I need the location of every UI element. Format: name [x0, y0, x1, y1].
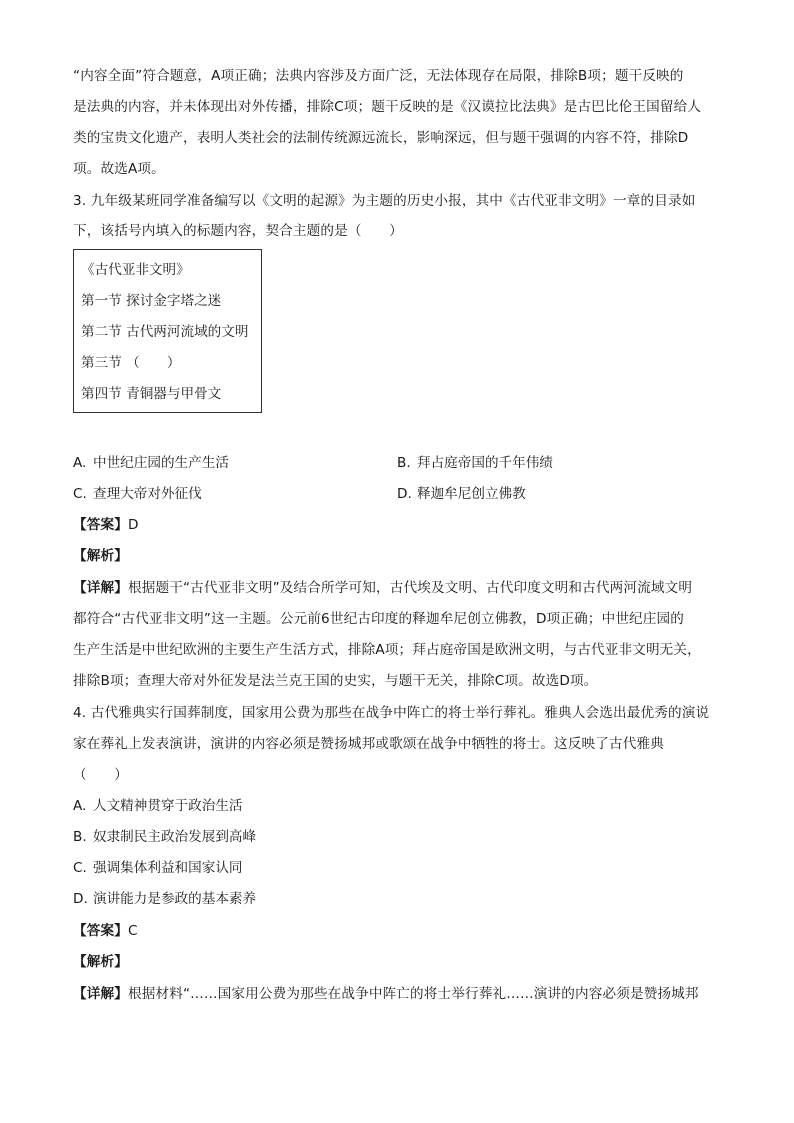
analysis-tag: 【解析】	[73, 548, 128, 564]
q4-answer	[73, 921, 138, 941]
toc-section-1: 第一节 探讨金字塔之迷	[81, 293, 222, 309]
q3-stem-line-2: 下，该括号内填入的标题内容，契合主题的是（ ）	[73, 223, 403, 239]
q3-analysis-tag	[73, 546, 128, 566]
intro-line-2: 是法典的内容，并未体现出对外传播，排除C项；题干反映的是《汉谟拉比法典》是古巴比伦王国留给人	[73, 99, 702, 115]
option-text: 奴隶制民主政治发展到高峰	[93, 829, 257, 845]
option-letter: C.	[73, 486, 87, 502]
answer-value: C	[127, 923, 138, 939]
option-text: 演讲能力是参政的基本素养	[93, 891, 257, 907]
toc-section-2: 第二节 古代两河流域的文明	[81, 324, 249, 340]
q3-toc-box	[73, 249, 262, 413]
q4-detail-line-1	[73, 984, 699, 1004]
q3-detail-line-2: 都符合“古代亚非文明”这一主题。公元前6世纪古印度的释迦牟尼创立佛教，D项正确；中世纪庄园的	[73, 611, 685, 627]
q3-option-d	[397, 484, 526, 504]
q4-option-c	[73, 858, 243, 878]
option-text: 人文精神贯穿于政治生活	[93, 798, 243, 814]
q4-stem-line-1: 4. 古代雅典实行国葬制度，国家用公费为那些在战争中阵亡的将士举行葬礼。雅典人会选出最优秀的演说	[73, 705, 710, 721]
option-letter: C.	[73, 860, 87, 876]
q3-option-a	[73, 453, 229, 473]
intro-line-4: 项。故选A项。	[73, 161, 165, 177]
intro-line-3: 类的宝贵文化遗产，表明人类社会的法制传统源远流长，影响深远，但与题干强调的内容不符，排除D	[73, 130, 689, 146]
option-text: 强调集体利益和国家认同	[93, 860, 243, 876]
q3-detail-line-4: 排除B项；查理大帝对外征发是法兰克王国的史实，与题干无关，排除C项。故选D项。	[73, 673, 598, 689]
detail-text: 根据材料“……国家用公费为那些在战争中阵亡的将士举行葬礼……演讲的内容必须是赞扬城邦	[127, 986, 699, 1002]
option-text: 拜占庭帝国的千年伟绩	[417, 455, 553, 471]
q3-option-b	[397, 453, 553, 473]
q3-option-c	[73, 484, 202, 504]
q4-option-a	[73, 796, 243, 816]
q4-option-b	[73, 827, 256, 847]
q3-detail-line-3: 生产生活是中世纪欧洲的主要生产生活方式，排除A项；拜占庭帝国是欧洲文明，与古代亚非文明无关，	[73, 642, 701, 658]
option-letter: D.	[73, 891, 88, 907]
q4-option-d	[73, 889, 256, 909]
answer-tag: 【答案】	[73, 923, 128, 939]
option-letter: A.	[73, 455, 87, 471]
q3-answer	[73, 515, 139, 535]
q4-analysis-tag	[73, 952, 128, 972]
option-letter: B.	[397, 455, 411, 471]
option-text: 中世纪庄园的生产生活	[93, 455, 229, 471]
detail-tag: 【详解】	[73, 580, 128, 596]
analysis-tag: 【解析】	[73, 954, 128, 970]
option-letter: B.	[73, 829, 87, 845]
detail-text: 根据题干“古代亚非文明”及结合所学可知，古代埃及文明、古代印度文明和古代两河流域文明	[127, 580, 693, 596]
option-text: 释迦牟尼创立佛教	[417, 486, 526, 502]
intro-line-1: “内容全面”符合题意，A项正确；法典内容涉及方面广泛，无法体现存在局限，排除B项；题干反映的	[73, 68, 684, 84]
answer-tag: 【答案】	[73, 517, 128, 533]
option-letter: A.	[73, 798, 87, 814]
option-text: 查理大帝对外征伐	[93, 486, 202, 502]
answer-value: D	[127, 517, 139, 533]
q4-stem-line-3: （ ）	[73, 767, 128, 783]
toc-section-4: 第四节 青铜器与甲骨文	[81, 386, 222, 402]
q4-stem-line-2: 家在葬礼上发表演讲，演讲的内容必须是赞扬城邦或歌颂在战争中牺牲的将士。这反映了古代雅典	[73, 736, 664, 752]
option-letter: D.	[397, 486, 412, 502]
detail-tag: 【详解】	[73, 986, 128, 1002]
toc-title: 《古代亚非文明》	[81, 262, 190, 278]
toc-section-3: 第三节 （ ）	[81, 355, 181, 371]
q3-detail-line-1	[73, 578, 692, 598]
q3-stem-line-1: 3. 九年级某班同学准备编写以《文明的起源》为主题的历史小报，其中《古代亚非文明》一章的目录如	[73, 193, 696, 209]
